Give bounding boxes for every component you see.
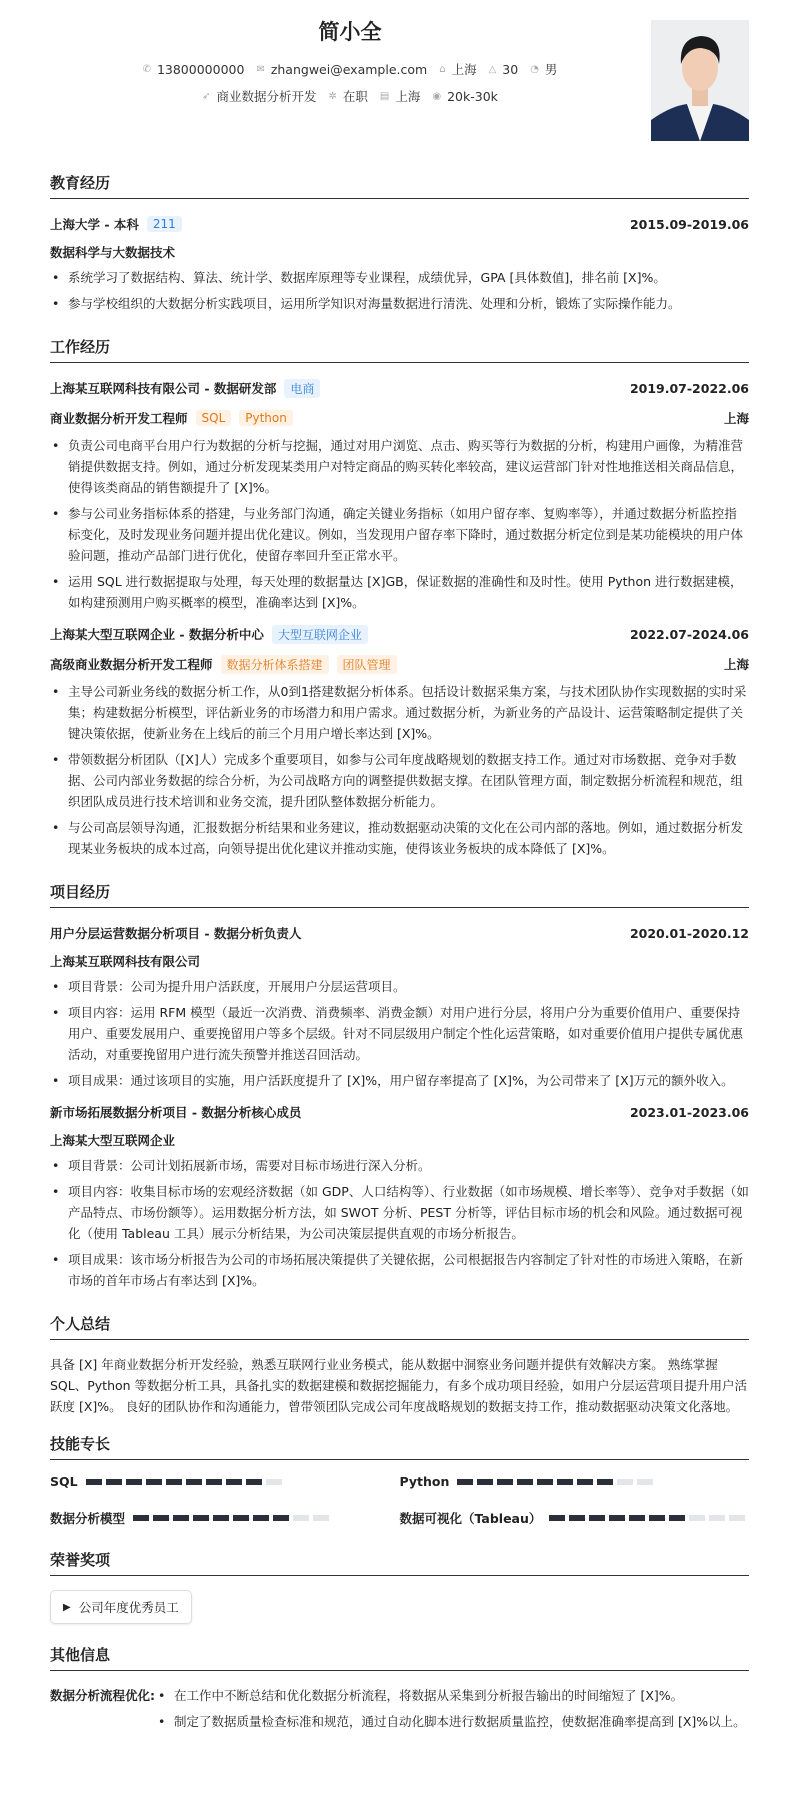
list-item: • 在工作中不断总结和优化数据分析流程，将数据从采集到分析报告输出的时间缩短了 [X]%。	[156, 1685, 749, 1706]
mail-icon: ✉	[256, 63, 265, 75]
skill-segment	[293, 1515, 309, 1521]
bullet-list	[50, 976, 749, 1091]
skill-segment	[649, 1515, 665, 1521]
skill-segment	[477, 1479, 493, 1485]
skill-segment	[609, 1515, 625, 1521]
project-org: 上海某大型互联网企业	[50, 1133, 176, 1148]
project-name: 用户分层运营数据分析项目 - 数据分析负责人	[50, 926, 302, 941]
skills-section	[50, 1433, 749, 1527]
list-item: • 项目成果：该市场分析报告为公司的市场拓展决策提供了关键依据，公司根据报告内容制定了针对性的市场进入策略，在新市场的首年市场占有率达到 [X]%。	[50, 1249, 749, 1291]
date: 2019.07-2022.06	[629, 380, 749, 396]
list-item: • 项目背景：公司为提升用户活跃度，开展用户分层运营项目。	[50, 976, 749, 997]
skill-level-bar	[549, 1515, 745, 1521]
skill-segment	[597, 1479, 613, 1485]
list-item: • 制定了数据质量检查标准和规范，通过自动化脚本进行数据质量监控，使数据准确率提高到 [X]%以上。	[156, 1711, 749, 1732]
skill-segment	[206, 1479, 222, 1485]
age-icon: △	[488, 63, 497, 75]
skill-item	[400, 1474, 750, 1489]
role-left	[50, 409, 293, 427]
bullet-list	[50, 1155, 749, 1291]
list-item: • 负责公司电商平台用户行为数据的分析与挖掘，通过对用户浏览、点击、购买等行为数据的分析，构建用户画像，为精准营销提供数据支持。例如，通过分析发现某类用户对特定商品的购买转化率较高，建议运营部门针对性地推送相关商品信息，使得该类商品的销售额提升了 [X]%。	[50, 435, 749, 498]
skill-level-bar	[86, 1479, 282, 1485]
project-item	[50, 922, 749, 1091]
send-icon: ➶	[202, 90, 211, 102]
summary-section	[50, 1313, 749, 1417]
project-name: 新市场拓展数据分析项目 - 数据分析核心成员	[50, 1105, 302, 1120]
section-title: 技能专长	[50, 1433, 749, 1460]
skill-segment	[549, 1515, 565, 1521]
skill-segment	[106, 1479, 122, 1485]
list-item: • 项目内容：收集目标市场的宏观经济数据（如 GDP、人口结构等）、行业数据（如市场规模、增长率等）、竞争对手数据（如产品特点、市场份额等）。运用数据分析方法，如 SWOT 分析、PEST 分析等，评估目标市场的机会和风险。通过数据可视化（使用 Tableau 工具）展示分析结果，为公司决策层提供直观的市场分析报告。	[50, 1181, 749, 1244]
skill-segment	[253, 1515, 269, 1521]
skill-segment	[266, 1479, 282, 1485]
role: 高级商业数据分析开发工程师	[50, 657, 213, 672]
company-left	[50, 379, 320, 398]
company-tag: 大型互联网企业	[272, 625, 368, 644]
status: 在职	[342, 89, 368, 104]
skill-segment	[709, 1515, 725, 1521]
list-item: • 参与学校组织的大数据分析实践项目，运用所学知识对海量数据进行清洗、处理和分析，锻炼了实际操作能力。	[50, 293, 749, 314]
skill-segment	[226, 1479, 242, 1485]
work-section	[50, 336, 749, 859]
skill-segment	[233, 1515, 249, 1521]
section-title: 荣誉奖项	[50, 1549, 749, 1576]
date: 2022.07-2024.06	[629, 626, 749, 642]
skill-item	[50, 1509, 400, 1527]
phone-icon: ✆	[142, 63, 151, 75]
gender: 男	[544, 62, 558, 77]
company: 上海某互联网科技有限公司 - 数据研发部	[50, 381, 277, 396]
salary-icon: ◉	[432, 90, 442, 102]
skill-segment	[166, 1479, 182, 1485]
education-section	[50, 172, 749, 314]
skill-segment	[313, 1515, 329, 1521]
skill-segment	[133, 1515, 149, 1521]
company-row	[50, 623, 749, 645]
skill-segment	[457, 1479, 473, 1485]
company: 上海某大型互联网企业 - 数据分析中心	[50, 627, 264, 642]
skill-segment	[273, 1515, 289, 1521]
date: 2015.09-2019.06	[629, 216, 749, 232]
age: 30	[502, 61, 519, 77]
section-title: 教育经历	[50, 172, 749, 199]
project-row	[50, 922, 749, 944]
skill-segment	[557, 1479, 573, 1485]
role-left	[50, 655, 397, 674]
project-item	[50, 1101, 749, 1291]
award-label: 公司年度优秀员工	[78, 1600, 179, 1615]
skill-segment	[629, 1515, 645, 1521]
major: 数据科学与大数据技术	[50, 245, 176, 260]
phone: 13800000000	[156, 61, 245, 77]
role-tag: Python	[239, 410, 293, 426]
skill-segment	[186, 1479, 202, 1485]
role-tag: SQL	[196, 410, 232, 426]
skill-segment	[689, 1515, 705, 1521]
list-item: • 项目成果：通过该项目的实施，用户活跃度提升了 [X]%，用户留存率提高了 [X]%，为公司带来了 [X]万元的额外收入。	[50, 1070, 749, 1091]
skill-segment	[729, 1515, 745, 1521]
school-tag: 211	[147, 216, 182, 232]
target-city: 上海	[395, 89, 421, 104]
skill-segment	[637, 1479, 653, 1485]
skill-name: Python	[399, 1474, 450, 1489]
list-item: • 系统学习了数据结构、算法、统计学、数据库原理等专业课程，成绩优异，GPA [具体数值]，排名前 [X]%。	[50, 267, 749, 288]
skill-segment	[173, 1515, 189, 1521]
date: 2023.01-2023.06	[629, 1104, 749, 1120]
avatar-photo	[651, 20, 749, 141]
salary: 20k-30k	[447, 88, 498, 104]
list-item: • 项目背景：公司计划拓展新市场，需要对目标市场进行深入分析。	[50, 1155, 749, 1176]
award-item[interactable]	[50, 1590, 192, 1624]
bullet-list	[50, 681, 749, 859]
status-icon: ✲	[328, 90, 337, 102]
contact-row	[50, 60, 650, 78]
skill-segment	[193, 1515, 209, 1521]
section-title: 其他信息	[50, 1644, 749, 1671]
school: 上海大学 - 本科	[50, 217, 139, 232]
skill-segment	[617, 1479, 633, 1485]
summary-text: 具备 [X] 年商业数据分析开发经验，熟悉互联网行业业务模式，能从数据中洞察业务问题并提供有效解决方案。 熟练掌握 SQL、Python 等数据分析工具，具备扎实的数据建模和数据挖掘能力，有多个成功项目经验，如用户分层运营项目提升用户活跃度 [X]%。 良好的团队协作和沟通能力，曾带领团队完成公司年度战略规划的数据支持工作，推动数据驱动决策文化落地。	[50, 1357, 748, 1414]
skill-segment	[497, 1479, 513, 1485]
other-section	[50, 1644, 749, 1737]
job: 商业数据分析开发	[216, 89, 317, 104]
role-row	[50, 653, 749, 675]
skill-segment	[669, 1515, 685, 1521]
list-item: • 参与公司业务指标体系的搭建，与业务部门沟通，确定关键业务指标（如用户留存率、复购率等），并通过数据分析监控指标变化，及时发现业务问题并提出优化建议。例如，当发现用户留存率下降时，通过数据分析定位到是某功能模块的用户体验问题，推动产品部门进行优化，使留存率回升至正常水平。	[50, 503, 749, 566]
other-label: 数据分析流程优化:	[50, 1688, 155, 1703]
work-item	[50, 623, 749, 859]
skill-segment	[577, 1479, 593, 1485]
home-icon: ⌂	[439, 63, 446, 75]
skill-segment	[246, 1479, 262, 1485]
gender-icon: ◔	[530, 63, 539, 75]
triangle-right-icon: ▶	[63, 1601, 71, 1613]
skill-level-bar	[457, 1479, 653, 1485]
skill-segment	[146, 1479, 162, 1485]
section-title: 项目经历	[50, 881, 749, 908]
awards-section	[50, 1549, 749, 1624]
work-city: 上海	[723, 411, 749, 426]
skill-segment	[537, 1479, 553, 1485]
skill-name: 数据分析模型	[50, 1511, 126, 1526]
role-tag: 数据分析体系搭建	[221, 655, 329, 674]
skill-segment	[153, 1515, 169, 1521]
projects-section	[50, 881, 749, 1291]
role: 商业数据分析开发工程师	[50, 411, 188, 426]
list-item: • 主导公司新业务线的数据分析工作，从0到1搭建数据分析体系。包括设计数据采集方案，与技术团队协作实现数据的实时采集；构建数据分析模型，评估新业务的市场潜力和用户需求。通过数据分析，为新业务的产品设计、运营策略制定提供了关键决策依据，使新业务在上线后的前三个月用户增长率达到 [X]%。	[50, 681, 749, 744]
list-item: • 带领数据分析团队（[X]人）完成多个重要项目，如参与公司年度战略规划的数据支持工作。通过对市场数据、竞争对手数据、公司内部业务数据的综合分析，为公司战略方向的调整提供数据支撑。在团队管理方面，制定数据分析流程和规范，组织团队成员进行技术培训和业务交流，提升团队整体数据分析能力。	[50, 749, 749, 812]
city: 上海	[451, 62, 477, 77]
email: zhangwei@example.com	[270, 61, 428, 77]
skill-level-bar	[133, 1515, 329, 1521]
role-row	[50, 407, 749, 429]
date: 2020.01-2020.12	[629, 925, 749, 941]
work-item	[50, 377, 749, 613]
skill-segment	[517, 1479, 533, 1485]
list-item: • 与公司高层领导沟通，汇报数据分析结果和业务建议，推动数据驱动决策的文化在公司内部的落地。例如，通过数据分析发现某业务板块的成本过高，向领导提出优化建议并推动实施，使得该业务板块的成本降低了 [X]%。	[50, 817, 749, 859]
bullet-list	[50, 435, 749, 613]
building-icon: ▤	[379, 90, 390, 102]
candidate-name: 简小全	[318, 20, 382, 44]
project-org: 上海某互联网科技有限公司	[50, 954, 201, 969]
skill-item	[50, 1474, 400, 1489]
company-tag: 电商	[284, 379, 320, 398]
section-title: 工作经历	[50, 336, 749, 363]
project-row	[50, 1101, 749, 1123]
skill-segment	[569, 1515, 585, 1521]
company-row	[50, 377, 749, 399]
skill-name: 数据可视化（Tableau）	[399, 1511, 542, 1526]
skill-segment	[86, 1479, 102, 1485]
work-city: 上海	[723, 657, 749, 672]
job-intent-row	[50, 87, 650, 105]
company-left	[50, 625, 368, 644]
resume-header	[50, 0, 749, 172]
section-title: 个人总结	[50, 1313, 749, 1340]
skill-segment	[213, 1515, 229, 1521]
skill-segment	[126, 1479, 142, 1485]
skill-item	[400, 1509, 750, 1527]
list-item: • 运用 SQL 进行数据提取与处理，每天处理的数据量达 [X]GB，保证数据的准确性和及时性。使用 Python 进行数据建模，如构建预测用户购买概率的模型，准确率达到 [X]%。	[50, 571, 749, 613]
role-tag: 团队管理	[337, 655, 397, 674]
skill-segment	[589, 1515, 605, 1521]
list-item: • 项目内容：运用 RFM 模型（最近一次消费、消费频率、消费金额）对用户进行分层，将用户分为重要价值用户、重要保持用户、重要发展用户、重要挽留用户等多个层级。针对不同层级用户制定个性化运营策略，如对重要价值用户提供专属优惠活动，对重要挽留用户进行流失预警并推送召回活动。	[50, 1002, 749, 1065]
skill-name: SQL	[50, 1474, 78, 1489]
